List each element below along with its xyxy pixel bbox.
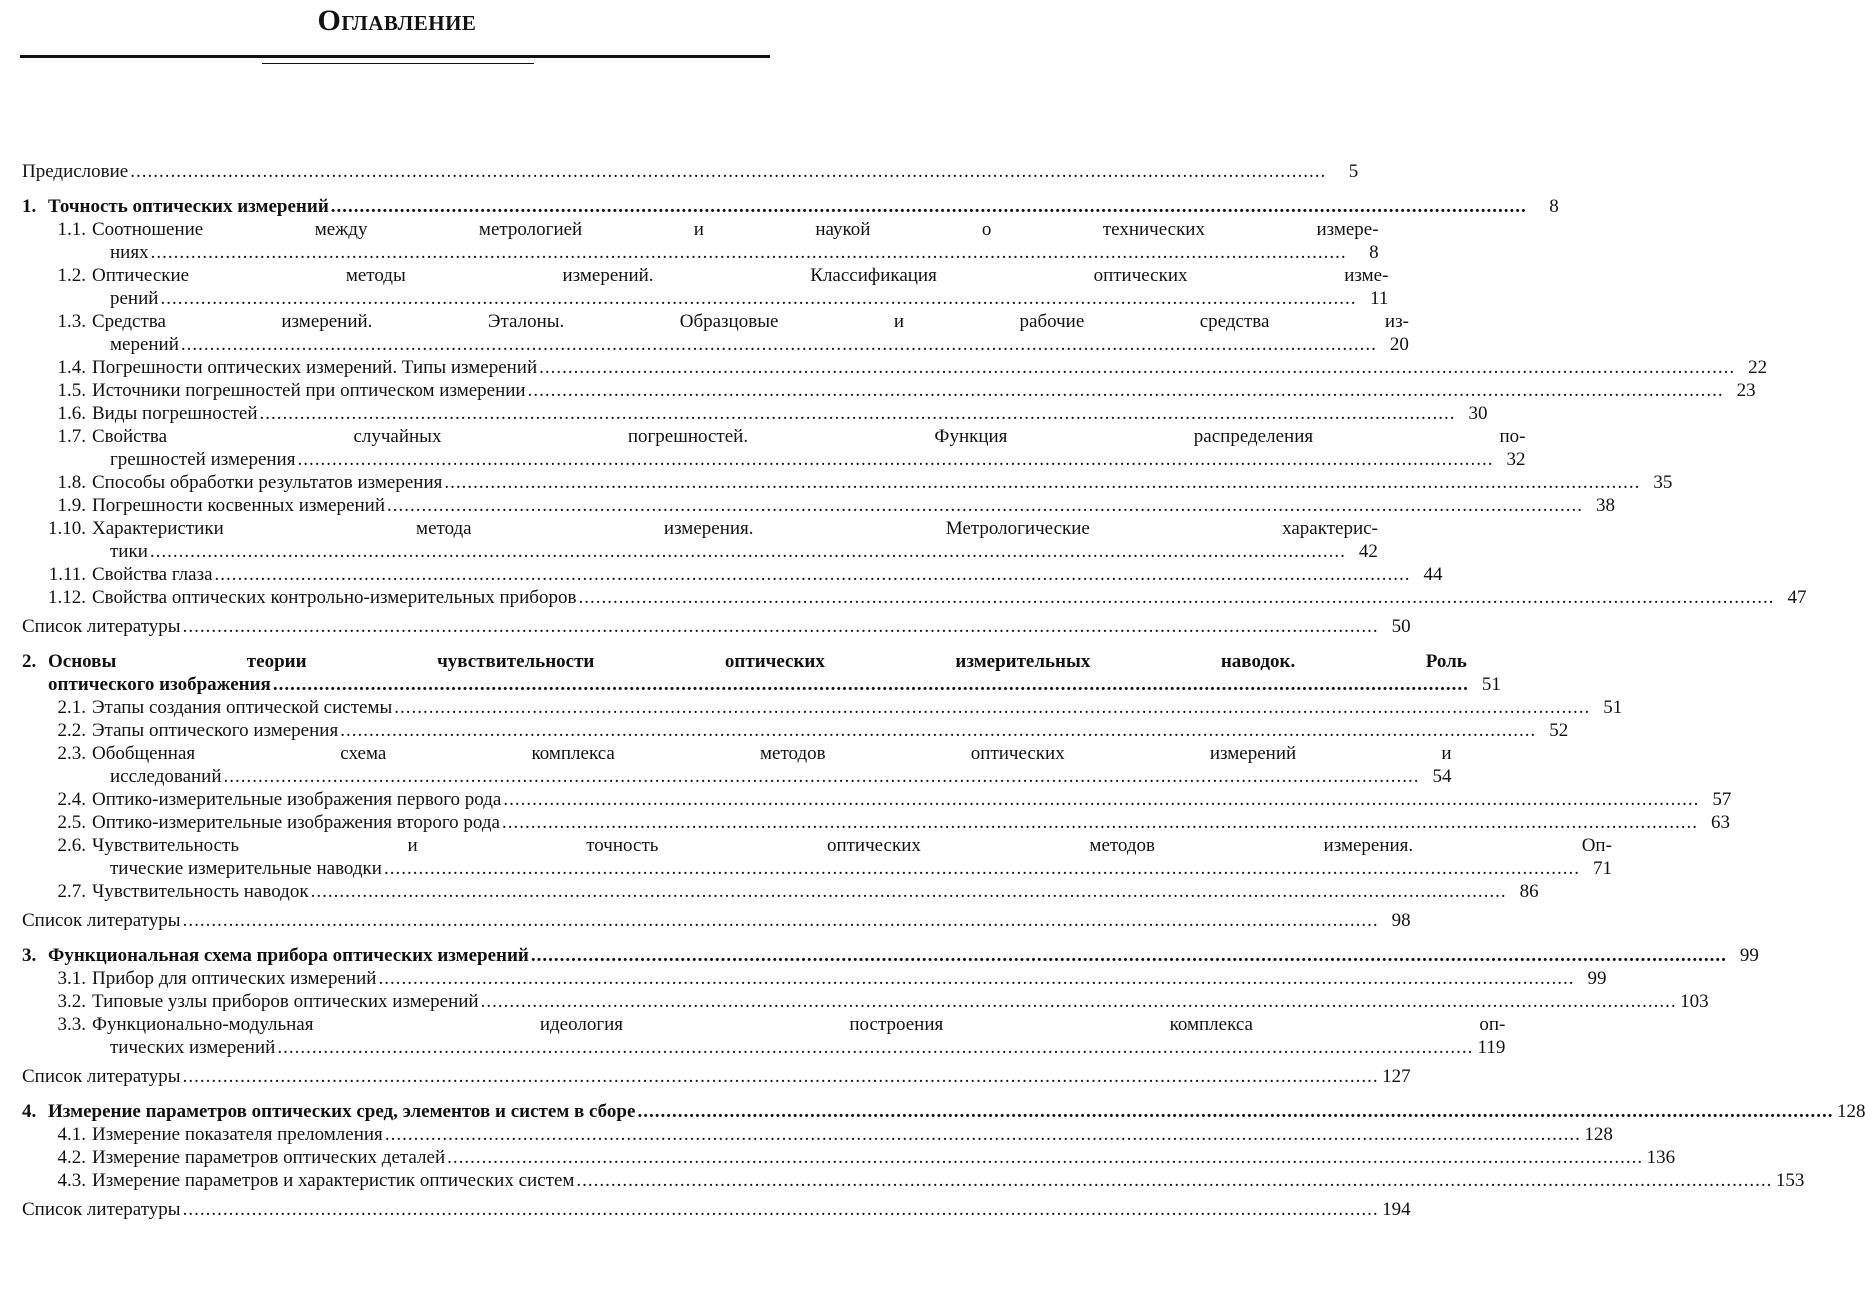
page-number: 103: [1680, 991, 1709, 1012]
entry-title: исследований: [110, 766, 222, 787]
page-number: 194: [1382, 1199, 1411, 1220]
entry-title: тические измерительные наводки: [110, 858, 382, 879]
entry-title-line: Чувствительность и точность оптических методов измерения. Оп-: [92, 835, 1612, 856]
entry-title: Погрешности косвенных измерений: [92, 495, 385, 516]
section-number: 3.2.: [57, 991, 86, 1012]
page-number: 30: [1468, 403, 1488, 424]
page-number: 136: [1646, 1147, 1676, 1168]
entry-title: Список литературы: [22, 910, 181, 931]
page-number: 20: [1389, 334, 1409, 355]
toc-line: [92, 333, 1409, 356]
entry-title: Погрешности оптических измерений. Типы измерений: [92, 357, 538, 378]
toc-section: [0, 742, 1452, 788]
entry-title: Оптико-измерительные изображения второго рода: [92, 812, 500, 833]
toc-section: [0, 586, 1807, 609]
dot-leader: [151, 241, 1347, 264]
entry-title: Список литературы: [22, 616, 181, 637]
toc-line: [92, 540, 1378, 563]
toc-chapter: [0, 650, 1501, 696]
page-number: 22: [1748, 357, 1768, 378]
toc-section: [0, 1123, 1613, 1146]
chapter-number: 1.: [22, 196, 37, 217]
dot-leader: [378, 967, 1574, 990]
toc-entry: [0, 909, 1411, 932]
entry-title: Способы обработки результатов измерения: [92, 472, 443, 493]
dot-leader: [528, 379, 1724, 402]
page-number: 153: [1775, 1170, 1805, 1191]
section-number: 1.1.: [57, 219, 86, 240]
entry-title: Функциональная схема прибора оптических измерений: [48, 945, 529, 966]
toc-section: [0, 1013, 1506, 1059]
page-number: 63: [1710, 812, 1730, 833]
toc-section: [0, 494, 1615, 517]
page-number: 50: [1391, 616, 1411, 637]
section-number: 1.11.: [48, 564, 86, 585]
section-number: 1.5.: [57, 380, 86, 401]
toc-section: [0, 563, 1443, 586]
dot-leader: [183, 909, 1379, 932]
toc-chapter: [0, 195, 1559, 218]
section-number: 3.1.: [57, 968, 86, 989]
entry-title: Свойства глаза: [92, 564, 213, 585]
dot-leader: [260, 402, 1456, 425]
page-number: 99: [1587, 968, 1607, 989]
toc-line: [92, 494, 1615, 517]
toc-section: [0, 1146, 1676, 1169]
page-number: 52: [1549, 720, 1569, 741]
page-number: 5: [1348, 161, 1359, 182]
page-number: 57: [1712, 789, 1732, 810]
toc-section: [0, 356, 1768, 379]
section-number: 2.2.: [57, 720, 86, 741]
entry-title-line: Соотношение между метрологией и наукой о технических измере-: [92, 219, 1379, 240]
entry-title-line: Средства измерений. Эталоны. Образцовые и рабочие средства из-: [92, 311, 1409, 332]
chapter-number: 4.: [22, 1101, 37, 1122]
toc-section: [0, 811, 1730, 834]
chapter-number: 2.: [22, 651, 37, 672]
title-rule-thick: [20, 55, 770, 58]
entry-title: Чувствительность наводок: [92, 881, 309, 902]
toc-section: [0, 264, 1389, 310]
page-number: 44: [1423, 564, 1443, 585]
entry-title: Измерение параметров оптических деталей: [92, 1147, 446, 1168]
dot-leader: [150, 540, 1346, 563]
toc-line: [92, 448, 1526, 471]
dot-leader: [444, 471, 1640, 494]
toc-entry: [0, 160, 1359, 183]
entry-title: Список литературы: [22, 1066, 181, 1087]
page-number: 42: [1358, 541, 1378, 562]
toc-line: [92, 563, 1443, 586]
toc-section: [0, 834, 1612, 880]
toc-line: [92, 788, 1732, 811]
dot-leader: [160, 287, 1356, 310]
dot-leader: [531, 944, 1727, 967]
toc-entry: [0, 1065, 1411, 1088]
toc-line: [92, 1036, 1506, 1059]
entry-title: рений: [110, 288, 159, 309]
entry-title: мерений: [110, 334, 179, 355]
entry-title: Измерение параметров и характеристик оптических систем: [92, 1170, 575, 1191]
dot-leader: [481, 990, 1677, 1013]
toc-section: [0, 402, 1488, 425]
section-number: 4.1.: [57, 1124, 86, 1145]
entry-title-line: Оптические методы измерений. Классификация оптических изме-: [92, 265, 1389, 286]
toc-line: [92, 379, 1756, 402]
dot-leader: [447, 1146, 1643, 1169]
dot-leader: [340, 719, 1536, 742]
toc-line: [92, 696, 1623, 719]
dot-leader: [183, 615, 1379, 638]
page-number: 128: [1584, 1124, 1613, 1145]
toc-section: [0, 425, 1526, 471]
toc-line: [92, 1169, 1805, 1192]
toc-line: [92, 471, 1673, 494]
toc-chapter: [0, 1100, 1865, 1123]
toc-section: [0, 880, 1539, 903]
toc-line: [48, 1100, 1865, 1123]
page-number: 11: [1370, 288, 1389, 309]
toc-line: [92, 1146, 1676, 1169]
section-number: 1.9.: [57, 495, 86, 516]
page-number: 47: [1787, 587, 1807, 608]
page-number: 119: [1477, 1037, 1506, 1058]
page-number: 99: [1739, 945, 1759, 966]
dot-leader: [502, 811, 1698, 834]
toc-line: [22, 1065, 1411, 1088]
entry-title: Предисловие: [22, 161, 129, 182]
dot-leader: [130, 160, 1326, 183]
dot-leader: [215, 563, 1411, 586]
toc-line: [92, 857, 1612, 880]
toc-line: [48, 195, 1559, 218]
page-number: 86: [1519, 881, 1539, 902]
toc-section: [0, 967, 1607, 990]
page-number: 32: [1506, 449, 1526, 470]
dot-leader: [576, 1169, 1772, 1192]
toc-section: [0, 719, 1569, 742]
page-number: 54: [1432, 766, 1452, 787]
dot-leader: [181, 333, 1377, 356]
dot-leader: [331, 195, 1527, 218]
page-number: 8: [1369, 242, 1379, 263]
toc-line: [92, 967, 1607, 990]
toc-line: [92, 811, 1730, 834]
toc-line: [92, 765, 1452, 788]
dot-leader: [394, 696, 1590, 719]
section-number: 4.3.: [57, 1170, 86, 1191]
entry-title-line: Свойства случайных погрешностей. Функция распределения по-: [92, 426, 1526, 447]
entry-title-line: Основы теории чувствительности оптических измерительных наводок. Роль: [48, 651, 1467, 672]
page-number: 51: [1603, 697, 1623, 718]
entry-title-line: Обобщенная схема комплекса методов оптических измерений и: [92, 743, 1452, 764]
page-number: 35: [1653, 472, 1673, 493]
entry-title: тических измерений: [110, 1037, 276, 1058]
section-number: 2.5.: [57, 812, 86, 833]
page-number: 38: [1596, 495, 1615, 516]
page-number: 23: [1736, 380, 1756, 401]
section-number: 1.3.: [57, 311, 86, 332]
toc-section: [0, 696, 1623, 719]
entry-title: Прибор для оптических измерений: [92, 968, 377, 989]
dot-leader: [224, 765, 1420, 788]
dot-leader: [183, 1065, 1379, 1088]
dot-leader: [277, 1036, 1473, 1059]
toc-line: [92, 356, 1768, 379]
toc-line: [92, 880, 1539, 903]
toc-line: [48, 673, 1501, 696]
toc-section: [0, 218, 1379, 264]
page-number: 127: [1382, 1066, 1411, 1087]
toc-line: [92, 287, 1389, 310]
section-number: 4.2.: [57, 1147, 86, 1168]
toc-section: [0, 1169, 1805, 1192]
entry-title: Список литературы: [22, 1199, 181, 1220]
dot-leader: [385, 1123, 1581, 1146]
toc-line: [92, 719, 1569, 742]
section-number: 1.10.: [48, 518, 86, 539]
dot-leader: [503, 788, 1699, 811]
toc-line: [92, 1123, 1613, 1146]
entry-title: Источники погрешностей при оптическом измерении: [92, 380, 526, 401]
entry-title-line: Характеристики метода измерения. Метрологические характерис-: [92, 518, 1378, 539]
section-number: 2.3.: [57, 743, 86, 764]
dot-leader: [637, 1100, 1833, 1123]
dot-leader: [539, 356, 1735, 379]
entry-title: ниях: [110, 242, 149, 263]
section-number: 2.1.: [57, 697, 86, 718]
section-number: 1.8.: [57, 472, 86, 493]
section-number: 1.2.: [57, 265, 86, 286]
entry-title: Точность оптических измерений: [48, 196, 329, 217]
entry-title: Оптико-измерительные изображения первого рода: [92, 789, 502, 810]
toc-line: [22, 615, 1411, 638]
page-number: 8: [1549, 196, 1559, 217]
toc-section: [0, 990, 1709, 1013]
section-number: 1.6.: [57, 403, 86, 424]
entry-title: Виды погрешностей: [92, 403, 258, 424]
toc-line: [92, 402, 1488, 425]
toc-entry: [0, 1198, 1411, 1221]
dot-leader: [578, 586, 1774, 609]
dot-leader: [384, 857, 1580, 880]
entry-title: Измерение показателя преломления: [92, 1124, 383, 1145]
dot-leader: [311, 880, 1507, 903]
toc-line: [92, 586, 1807, 609]
page-number: 51: [1481, 674, 1501, 695]
toc-line: [22, 1198, 1411, 1221]
entry-title: грешностей измерения: [110, 449, 296, 470]
section-number: 3.3.: [57, 1014, 86, 1035]
toc-section: [0, 517, 1378, 563]
toc-section: [0, 379, 1756, 402]
toc-section: [0, 471, 1673, 494]
dot-leader: [183, 1198, 1379, 1221]
table-of-contents: [0, 160, 1865, 1221]
toc-section: [0, 310, 1409, 356]
page-number: 98: [1391, 910, 1411, 931]
title-rule-thin: [262, 63, 534, 64]
section-number: 1.7.: [57, 426, 86, 447]
toc-line: [22, 160, 1359, 183]
section-number: 1.12.: [48, 587, 86, 608]
entry-title: Типовые узлы приборов оптических измерений: [92, 991, 479, 1012]
entry-title: Измерение параметров оптических сред, элементов и систем в сборе: [48, 1101, 636, 1122]
page-title: Оглавление: [317, 4, 477, 37]
toc-line: [92, 990, 1709, 1013]
toc-section: [0, 788, 1732, 811]
entry-title: тики: [110, 541, 148, 562]
entry-title: оптического изображения: [48, 674, 271, 695]
toc-line: [22, 909, 1411, 932]
toc-line: [48, 944, 1759, 967]
page-number: 71: [1592, 858, 1612, 879]
chapter-number: 3.: [22, 945, 37, 966]
toc-entry: [0, 615, 1411, 638]
toc-chapter: [0, 944, 1759, 967]
dot-leader: [387, 494, 1583, 517]
section-number: 2.7.: [57, 881, 86, 902]
section-number: 2.4.: [57, 789, 86, 810]
dot-leader: [273, 673, 1469, 696]
section-number: 1.4.: [57, 357, 86, 378]
page-number: 128: [1836, 1101, 1865, 1122]
entry-title: Свойства оптических контрольно-измерительных приборов: [92, 587, 577, 608]
toc-line: [92, 241, 1379, 264]
entry-title: Этапы создания оптической системы: [92, 697, 393, 718]
section-number: 2.6.: [57, 835, 86, 856]
entry-title-line: Функционально-модульная идеология построения комплекса оп-: [92, 1014, 1506, 1035]
entry-title: Этапы оптического измерения: [92, 720, 339, 741]
dot-leader: [297, 448, 1493, 471]
